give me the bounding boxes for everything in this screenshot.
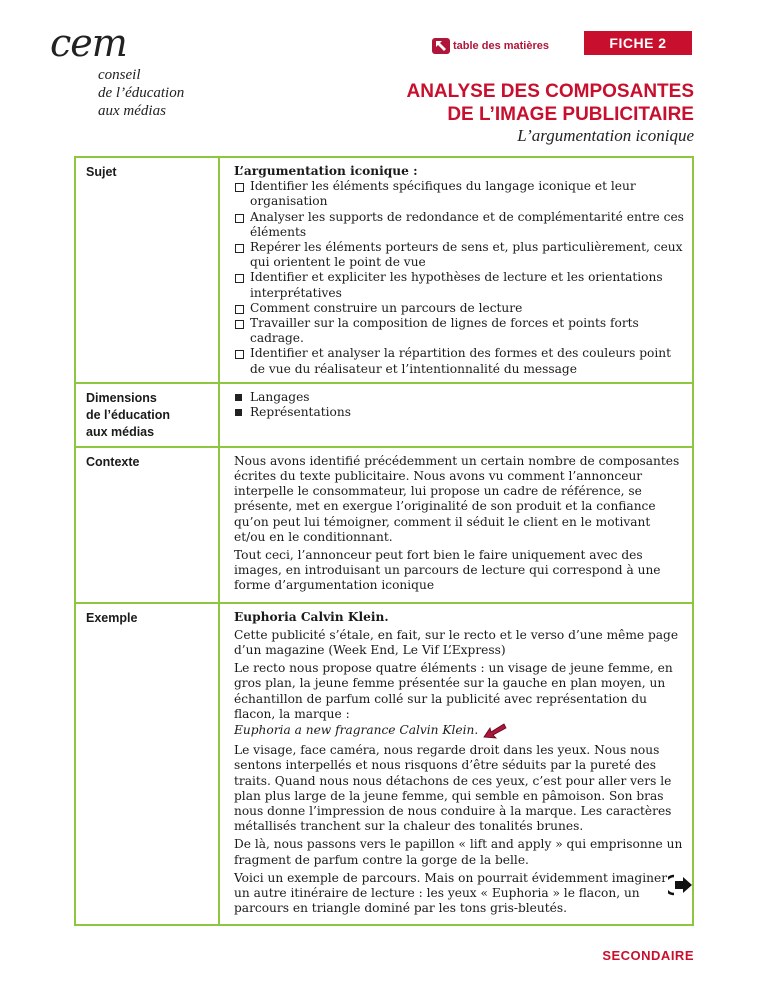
row-content-sujet — [219, 158, 693, 383]
row-label-exemple: Exemple — [75, 603, 219, 926]
exemple-paragraph-2: Le recto nous propose quatre éléments : un visage de jeune femme, en gros plan, la jeune femme présentée sur la gauche en plan moyen, un échantillon de parfum collé sur la publicité avec représentation du flacon, la marque : — [234, 661, 673, 721]
title-line-2: DE L’IMAGE PUBLICITAIRE — [447, 104, 694, 125]
exemple-paragraph-3: Le visage, face caméra, nous regarde droit dans les yeux. Nous nous sentons interpellés et nous risquons d’être séduits par la pureté des traits. Quand nous nous détachons de ces yeux, c’est pour aller vers le plan plus large de la jeune femme, qui semble en pâmoison. Son bras nous donne l’impression de nous conduire à la marque. Les caractères métallisés tranchent sur la chaleur des tonalités brunes. — [234, 743, 672, 834]
title-line-1: ANALYSE DES COMPOSANTES — [406, 81, 694, 102]
dimensions-label-line-2: de l’éducation — [86, 407, 171, 422]
row-content-contexte — [219, 447, 693, 603]
logo-mark: cem — [50, 21, 127, 65]
fiche-badge: FICHE 2 — [584, 31, 692, 55]
list-item: Identifier et analyser la répartition des formes et des couleurs point de vue du réalisateur et l’intentionnalité du message — [234, 346, 684, 376]
exemple-brand-text: Euphoria a new fragrance Calvin Klein. — [234, 723, 479, 738]
list-item: Représentations — [234, 405, 684, 420]
logo-line-3: aux médias — [98, 103, 166, 119]
toc-link-label[interactable]: table des matières — [453, 40, 549, 52]
page-title — [406, 80, 694, 126]
table-of-contents-link[interactable] — [432, 38, 549, 54]
row-label-contexte: Contexte — [75, 447, 219, 603]
sujet-list — [234, 179, 684, 377]
exemple-heading: Euphoria Calvin Klein. — [234, 609, 389, 624]
row-content-exemple — [219, 603, 693, 926]
list-item: Comment construire un parcours de lecture — [234, 301, 684, 316]
logo-subtitle — [98, 66, 210, 120]
content-table — [74, 158, 694, 926]
list-item: Analyser les supports de redondance et de complémentarité entre ces éléments — [234, 210, 684, 240]
exemple-paragraph-4: De là, nous passons vers le papillon « lift and apply » qui emprisonne un fragment de parfum contre la gorge de la belle. — [234, 837, 683, 867]
row-content-dimensions — [219, 383, 693, 447]
row-label-dimensions — [75, 383, 219, 447]
row-sujet — [75, 158, 693, 383]
exemple-brand-line — [234, 722, 684, 740]
list-item: Repérer les éléments porteurs de sens et, plus particulièrement, ceux qui orientent le point de vue — [234, 240, 684, 270]
contexte-paragraph-2: Tout ceci, l’annonceur peut fort bien le faire uniquement avec des images, en introduisant un parcours de lecture qui correspond à une forme d’argumentation iconique — [234, 548, 661, 593]
dimensions-list — [234, 390, 684, 420]
contexte-paragraph-1: Nous avons identifié précédemment un certain nombre de composantes écrites du texte publicitaire. Nous avons vu comment l’annonceur interpelle le consommateur, lui propose un cadre de référence, se présente, met en exergue l’originalité de son produit et la confiance qu’on peut lui témoigner, comment il séduit le client en le motivant et/ou en le conditionnant. — [234, 453, 680, 544]
exemple-paragraph-1: Cette publicité s’étale, en fait, sur le recto et le verso d’une même page d’un magazine (Week End, Le Vif L’Express) — [234, 627, 679, 658]
logo-line-1: conseil — [98, 67, 141, 83]
dimensions-label-line-3: aux médias — [86, 424, 155, 439]
next-page-arrow-icon[interactable] — [668, 874, 694, 896]
list-item: Langages — [234, 390, 684, 405]
pointer-arrow-icon[interactable] — [482, 722, 508, 740]
list-item: Travailler sur la composition de lignes de forces et points forts cadrage. — [234, 316, 684, 346]
list-item: Identifier les éléments spécifiques du langage iconique et leur organisation — [234, 179, 684, 209]
list-item: Identifier et expliciter les hypothèses de lecture et les orientations interprétatives — [234, 270, 684, 300]
cem-logo — [50, 21, 210, 120]
sujet-heading: L’argumentation iconique : — [234, 164, 418, 178]
exemple-paragraph-5: Voici un exemple de parcours. Mais on pourrait évidemment imaginer un autre itinéraire de lecture : les yeux « Euphoria » le flacon, un parcours en triangle dominé par les tons gris-bleutés. — [234, 870, 668, 916]
logo-line-2: de l’éducation — [98, 85, 185, 101]
dimensions-label-line-1: Dimensions — [86, 390, 157, 405]
arrow-up-left-icon — [432, 38, 450, 54]
page-subtitle: L’argumentation iconique — [517, 126, 694, 145]
row-contexte — [75, 447, 693, 603]
row-dimensions — [75, 383, 693, 447]
row-exemple — [75, 603, 693, 926]
footer-level-label: SECONDAIRE — [602, 948, 694, 963]
row-label-sujet: Sujet — [75, 158, 219, 383]
